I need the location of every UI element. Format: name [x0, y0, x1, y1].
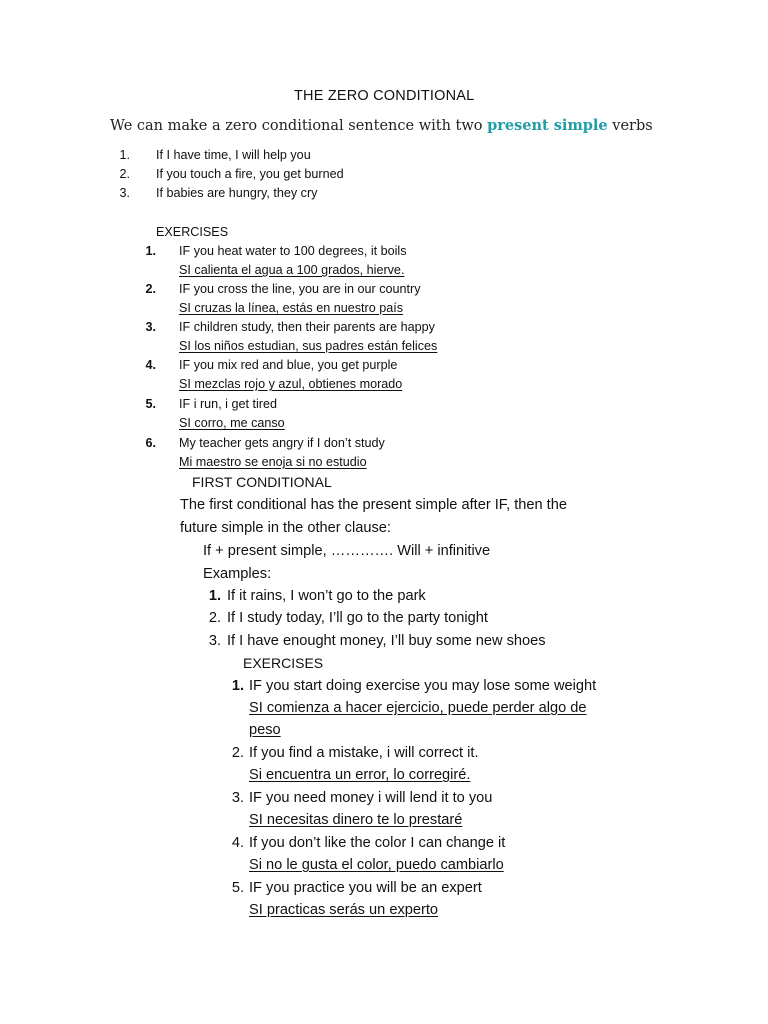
list-text: If you touch a fire, you get burned	[156, 167, 344, 181]
first-conditional-desc-line1: The first conditional has the present simple after IF, then the	[180, 497, 567, 513]
list-number: 3.	[119, 186, 130, 200]
list-text: If it rains, I won’t go to the park	[227, 588, 426, 604]
exercise-text: If you find a mistake, i will correct it.	[249, 745, 479, 761]
exercise-translation: Mi maestro se enoja si no estudio	[179, 455, 367, 469]
exercise-text: IF you heat water to 100 degrees, it boils	[179, 244, 407, 258]
intro-text-before: We can make a zero conditional sentence with two	[110, 118, 488, 134]
list-number: 1.	[208, 588, 221, 604]
exercise-text: If you don’t like the color I can change it	[249, 835, 506, 851]
exercise-translation: Si no le gusta el color, puedo cambiarlo	[249, 857, 504, 873]
list-number: 2.	[145, 282, 156, 296]
zero-conditional-title: THE ZERO CONDITIONAL	[294, 88, 475, 104]
list-number: 5.	[145, 397, 156, 411]
exercise-translation: SI comienza a hacer ejercicio, puede perder algo de	[249, 700, 587, 716]
list-text: If I have time, I will help you	[156, 148, 311, 162]
exercise-text: IF you practice you will be an expert	[249, 880, 482, 896]
exercise-translation: SI corro, me canso	[179, 416, 285, 430]
list-text: If I study today, I’ll go to the party tonight	[227, 610, 488, 626]
exercise-text: IF children study, then their parents are happy	[179, 320, 435, 334]
list-number: 3.	[208, 633, 221, 649]
list-text: If babies are hungry, they cry	[156, 186, 318, 200]
list-number: 5.	[231, 880, 244, 896]
intro-text-after: verbs	[607, 118, 653, 134]
exercise-translation: SI cruzas la línea, estás en nuestro país	[179, 301, 404, 315]
zero-conditional-intro	[110, 117, 653, 134]
exercise-translation: SI los niños estudian, sus padres están felices	[179, 339, 438, 353]
list-number: 2.	[208, 610, 221, 626]
list-number: 4.	[145, 358, 156, 372]
list-number: 2.	[231, 745, 244, 761]
exercise-text: IF i run, i get tired	[179, 397, 277, 411]
list-number: 1.	[145, 244, 156, 258]
list-number: 6.	[145, 436, 156, 450]
exercise-translation: SI necesitas dinero te lo prestaré	[249, 812, 463, 828]
first-conditional-title: FIRST CONDITIONAL	[192, 474, 332, 490]
list-number: 3.	[231, 790, 244, 806]
first-conditional-desc-line2: future simple in the other clause:	[180, 520, 391, 536]
exercise-translation: SI mezclas rojo y azul, obtienes morado	[179, 377, 403, 391]
exercise-translation: Si encuentra un error, lo corregiré.	[249, 767, 471, 783]
exercise-text: IF you mix red and blue, you get purple	[179, 358, 398, 372]
first-exercises-heading: EXERCISES	[243, 655, 324, 671]
exercise-text: My teacher gets angry if I don’t study	[179, 436, 385, 450]
list-number: 4.	[231, 835, 244, 851]
list-number: 3.	[145, 320, 156, 334]
exercise-text: IF you need money i will lend it to you	[249, 790, 493, 806]
exercise-translation: SI practicas serás un experto	[249, 902, 438, 918]
exercise-translation: SI calienta el agua a 100 grados, hierve.	[179, 263, 405, 277]
list-text: If I have enought money, I’ll buy some new shoes	[227, 633, 546, 649]
exercise-text: IF you start doing exercise you may lose some weight	[249, 678, 597, 694]
exercise-translation-continued: peso	[249, 722, 281, 738]
list-number: 1.	[231, 678, 244, 694]
zero-exercises-heading: EXERCISES	[156, 225, 229, 239]
list-number: 1.	[119, 148, 130, 162]
intro-accent-text: present simple	[487, 117, 608, 134]
first-conditional-formula: If + present simple, …………. Will + infinitive	[203, 543, 491, 559]
exercise-text: IF you cross the line, you are in our country	[179, 282, 421, 296]
list-number: 2.	[119, 167, 130, 181]
examples-label: Examples:	[203, 566, 272, 582]
